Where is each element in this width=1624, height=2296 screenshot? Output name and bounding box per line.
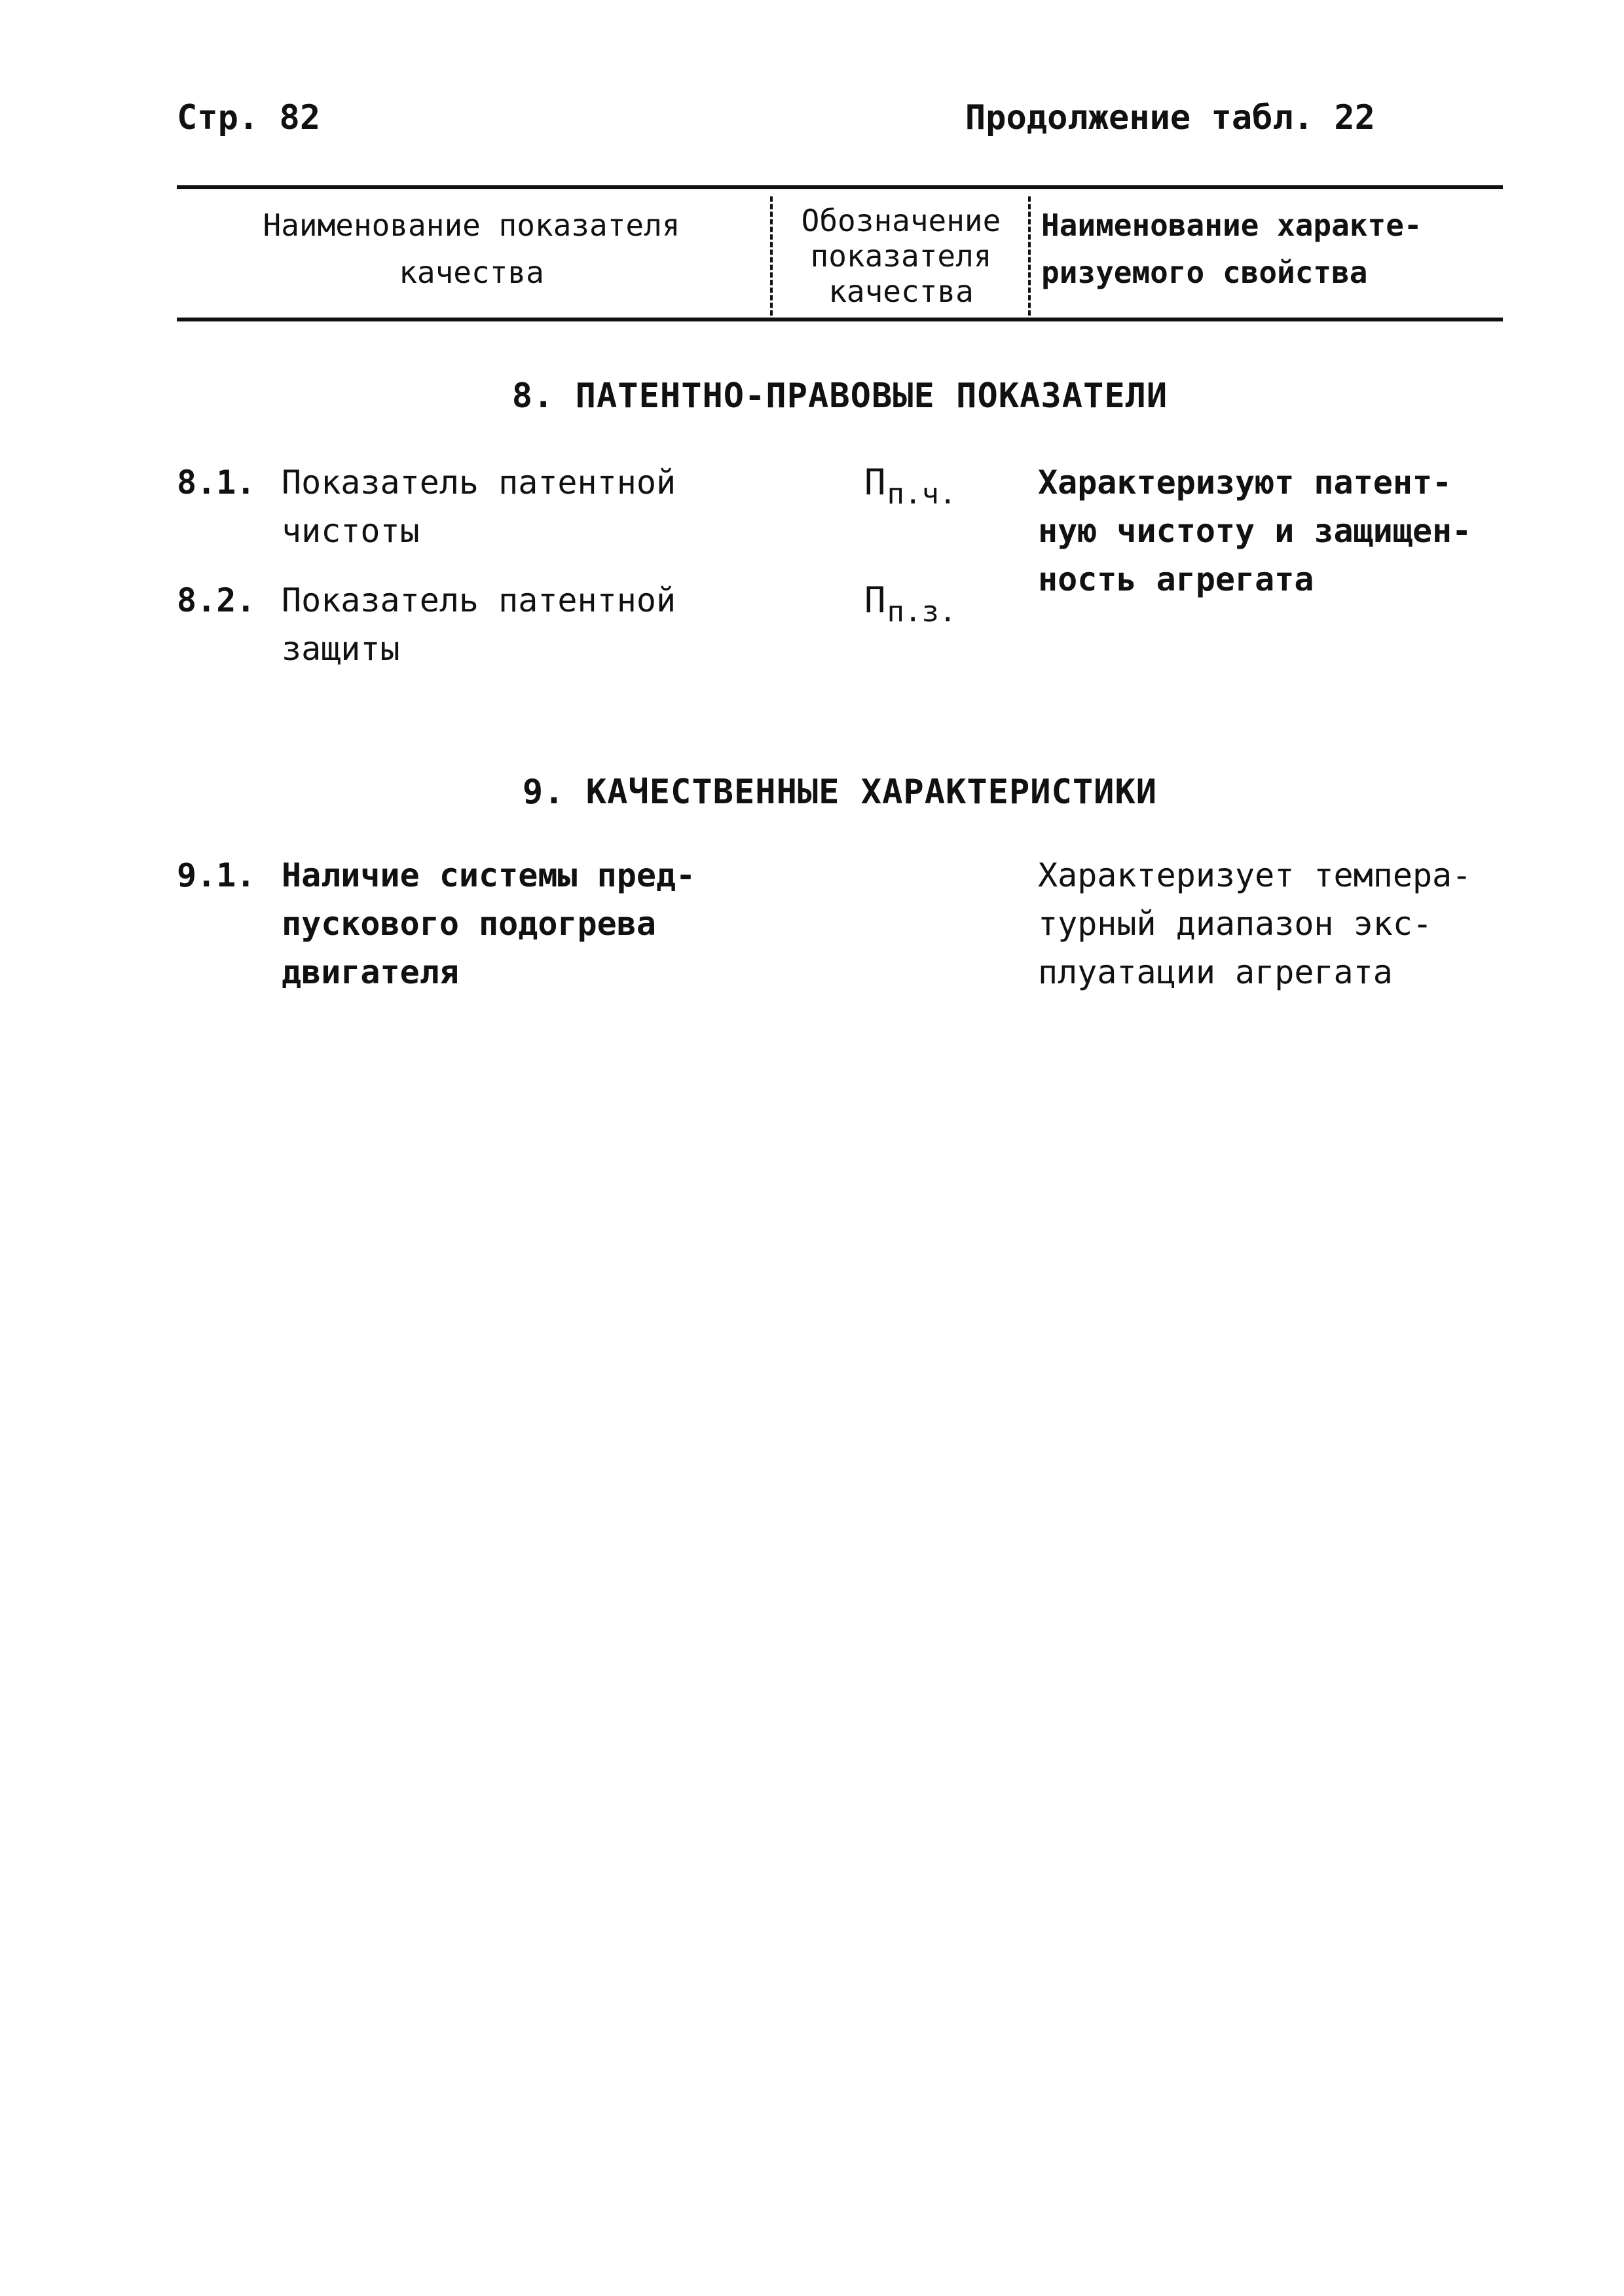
column-header-symbol-line2: показателя xyxy=(810,238,992,274)
indicator-name xyxy=(282,576,871,673)
property-description-line: ность агрегата xyxy=(1038,560,1314,598)
column-separator xyxy=(770,196,773,316)
indicator-name-line: Показатель патентной xyxy=(282,464,676,501)
property-description-line: ную чистоту и защищен- xyxy=(1038,512,1472,550)
page-header xyxy=(177,98,1375,151)
column-header-property xyxy=(1041,202,1503,319)
column-header-name xyxy=(177,202,766,319)
column-header-name-line1: Наименование показателя xyxy=(263,208,680,243)
column-header-symbol-line3: качества xyxy=(828,274,974,309)
indicator-symbol-subscript: п.з. xyxy=(887,595,957,629)
property-description-line: Характеризует темпера- xyxy=(1038,856,1472,894)
column-header-symbol xyxy=(777,203,1025,321)
row-number: 8.1. xyxy=(177,464,256,501)
property-description-line: плуатации агрегата xyxy=(1038,953,1393,991)
column-header-property-line2: ризуемого свойства xyxy=(1041,255,1368,290)
property-description xyxy=(1038,458,1509,604)
indicator-name-line: Наличие системы пред- xyxy=(282,856,696,894)
property-description xyxy=(1038,851,1509,996)
indicator-name xyxy=(282,458,871,555)
column-header-symbol-line1: Обозначение xyxy=(801,203,1001,238)
property-description-line: Характеризуют патент- xyxy=(1038,464,1452,501)
section-title-qualitative: 9. КАЧЕСТВЕННЫЕ ХАРАКТЕРИСТИКИ xyxy=(522,773,1158,812)
column-separator xyxy=(1028,196,1031,316)
page-number: Стр. 82 xyxy=(177,98,321,137)
indicator-name-line: защиты xyxy=(282,630,400,668)
indicator-name-line: пускового подогрева xyxy=(282,905,656,943)
indicator-name-line: двигателя xyxy=(282,953,459,991)
indicator-symbol-base: П xyxy=(864,462,886,503)
section-title-patent: 8. ПАТЕНТНО-ПРАВОВЫЕ ПОКАЗАТЕЛИ xyxy=(511,376,1168,416)
indicator-name-line: чистоты xyxy=(282,512,420,550)
row-number: 8.2. xyxy=(177,581,256,619)
table-continuation-label: Продолжение табл. 22 xyxy=(965,98,1375,137)
indicator-name xyxy=(282,851,871,996)
column-header-property-line1: Наименование характе- xyxy=(1041,208,1422,243)
column-header-name-line2: качества xyxy=(399,255,544,290)
indicator-name-line: Показатель патентной xyxy=(282,581,676,619)
indicator-symbol-subscript: п.ч. xyxy=(887,477,957,511)
row-number: 9.1. xyxy=(177,856,256,894)
table-top-rule xyxy=(177,185,1503,189)
indicator-symbol xyxy=(864,576,956,636)
indicator-symbol-base: П xyxy=(864,579,886,621)
property-description-line: турный диапазон экс- xyxy=(1038,905,1433,943)
indicator-symbol xyxy=(864,458,956,519)
table-header-bottom-rule xyxy=(177,318,1503,321)
table-header xyxy=(177,196,1503,314)
